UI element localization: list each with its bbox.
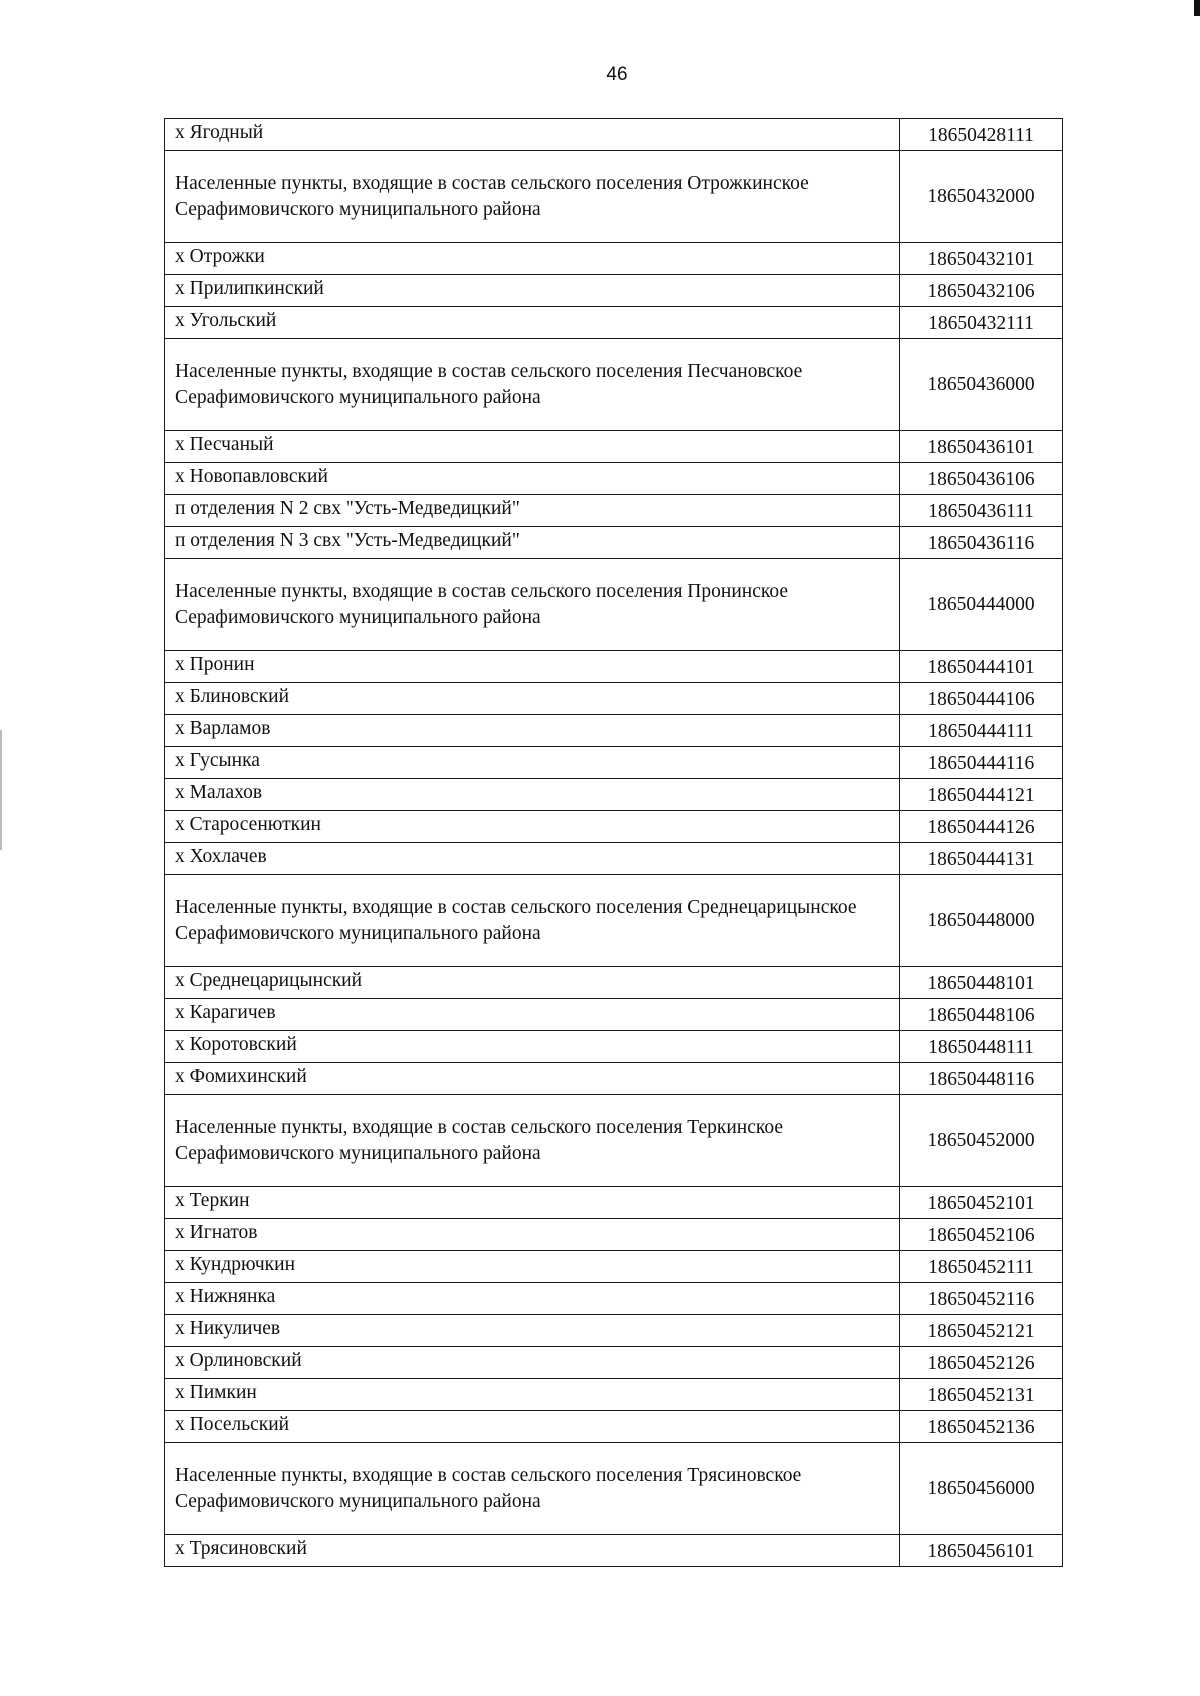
settlement-code-cell: 18650452101 [900,1187,1063,1219]
settlement-name-cell: х Ягодный [165,119,900,151]
group-name-cell: Населенные пункты, входящие в состав сельского поселения Пронинское Серафимовичского муниципального района [165,559,900,651]
settlement-row [165,1379,1063,1411]
settlement-group-row [165,1443,1063,1535]
settlement-row [165,1031,1063,1063]
settlement-code-cell: 18650452116 [900,1283,1063,1315]
group-code-cell: 18650452000 [900,1095,1063,1187]
settlement-row [165,1535,1063,1567]
settlement-code-cell: 18650428111 [900,119,1063,151]
group-code-cell: 18650436000 [900,339,1063,431]
settlement-row [165,1411,1063,1443]
scan-edge-mark [1194,0,1200,16]
settlement-code-cell: 18650432111 [900,307,1063,339]
settlement-row [165,967,1063,999]
settlement-row [165,811,1063,843]
settlement-name-cell: х Блиновский [165,683,900,715]
settlement-group-row [165,559,1063,651]
settlement-row [165,999,1063,1031]
settlement-code-cell: 18650448111 [900,1031,1063,1063]
settlement-name-cell: х Малахов [165,779,900,811]
settlement-row [165,1187,1063,1219]
settlement-name-cell: х Песчаный [165,431,900,463]
settlement-name-cell: х Теркин [165,1187,900,1219]
group-code-cell: 18650444000 [900,559,1063,651]
group-code-cell: 18650432000 [900,151,1063,243]
scan-margin-line [0,730,2,850]
settlement-code-cell: 18650452126 [900,1347,1063,1379]
settlement-name-cell: х Посельский [165,1411,900,1443]
settlement-row [165,495,1063,527]
settlement-code-cell: 18650456101 [900,1535,1063,1567]
settlement-code-cell: 18650452106 [900,1219,1063,1251]
settlement-code-cell: 18650448101 [900,967,1063,999]
settlement-name-cell: х Старосенюткин [165,811,900,843]
settlement-code-cell: 18650436106 [900,463,1063,495]
settlement-name-cell: х Трясиновский [165,1535,900,1567]
group-name-cell: Населенные пункты, входящие в состав сельского поселения Теркинское Серафимовичского муниципального района [165,1095,900,1187]
settlement-name-cell: х Коротовский [165,1031,900,1063]
settlement-name-cell: х Фомихинский [165,1063,900,1095]
settlement-name-cell: х Кундрючкин [165,1251,900,1283]
settlement-code-cell: 18650444121 [900,779,1063,811]
settlement-group-row [165,151,1063,243]
group-name-cell: Населенные пункты, входящие в состав сельского поселения Трясиновское Серафимовичского муниципального района [165,1443,900,1535]
settlement-row [165,1315,1063,1347]
settlement-code-cell: 18650444131 [900,843,1063,875]
settlement-group-row [165,339,1063,431]
settlement-name-cell: х Пимкин [165,1379,900,1411]
settlement-code-cell: 18650444111 [900,715,1063,747]
settlements-table-body [165,119,1063,1567]
settlement-code-cell: 18650432101 [900,243,1063,275]
settlement-code-cell: 18650452121 [900,1315,1063,1347]
settlement-name-cell: х Игнатов [165,1219,900,1251]
settlement-row [165,651,1063,683]
settlement-code-cell: 18650448116 [900,1063,1063,1095]
settlement-code-cell: 18650448106 [900,999,1063,1031]
settlement-row [165,1283,1063,1315]
settlement-code-cell: 18650432106 [900,275,1063,307]
settlement-code-cell: 18650452136 [900,1411,1063,1443]
settlement-row [165,1251,1063,1283]
settlement-code-cell: 18650444106 [900,683,1063,715]
settlement-code-cell: 18650452131 [900,1379,1063,1411]
settlement-row [165,431,1063,463]
group-code-cell: 18650456000 [900,1443,1063,1535]
settlement-row [165,715,1063,747]
settlement-code-cell: 18650444101 [900,651,1063,683]
settlement-name-cell: х Среднецарицынский [165,967,900,999]
settlement-row [165,307,1063,339]
settlement-name-cell: х Хохлачев [165,843,900,875]
settlement-name-cell: х Прилипкинский [165,275,900,307]
settlement-code-cell: 18650444116 [900,747,1063,779]
settlement-code-cell: 18650436111 [900,495,1063,527]
settlement-row [165,463,1063,495]
settlement-row [165,119,1063,151]
settlement-name-cell: х Новопавловский [165,463,900,495]
settlement-code-cell: 18650436116 [900,527,1063,559]
settlement-name-cell: х Варламов [165,715,900,747]
settlement-name-cell: х Пронин [165,651,900,683]
settlement-name-cell: х Отрожки [165,243,900,275]
group-name-cell: Населенные пункты, входящие в состав сельского поселения Отрожкинское Серафимовичского муниципального района [165,151,900,243]
settlements-table [164,118,1063,1567]
settlement-row [165,843,1063,875]
settlement-row [165,527,1063,559]
settlement-row [165,747,1063,779]
page-number: 46 [606,64,628,85]
settlement-name-cell: п отделения N 2 свх "Усть-Медведицкий" [165,495,900,527]
settlement-row [165,243,1063,275]
settlement-row [165,1219,1063,1251]
group-code-cell: 18650448000 [900,875,1063,967]
settlement-name-cell: х Угольский [165,307,900,339]
settlement-name-cell: х Карагичев [165,999,900,1031]
settlement-row [165,275,1063,307]
settlement-name-cell: х Никуличев [165,1315,900,1347]
settlement-group-row [165,1095,1063,1187]
settlement-row [165,683,1063,715]
settlement-row [165,779,1063,811]
settlement-name-cell: п отделения N 3 свх "Усть-Медведицкий" [165,527,900,559]
settlement-name-cell: х Гусынка [165,747,900,779]
settlement-group-row [165,875,1063,967]
settlement-code-cell: 18650452111 [900,1251,1063,1283]
group-name-cell: Населенные пункты, входящие в состав сельского поселения Песчановское Серафимовичского муниципального района [165,339,900,431]
group-name-cell: Населенные пункты, входящие в состав сельского поселения Среднецарицынское Серафимовичского муниципального района [165,875,900,967]
settlement-code-cell: 18650436101 [900,431,1063,463]
settlement-name-cell: х Орлиновский [165,1347,900,1379]
settlement-code-cell: 18650444126 [900,811,1063,843]
settlement-row [165,1347,1063,1379]
settlement-name-cell: х Нижнянка [165,1283,900,1315]
settlement-row [165,1063,1063,1095]
